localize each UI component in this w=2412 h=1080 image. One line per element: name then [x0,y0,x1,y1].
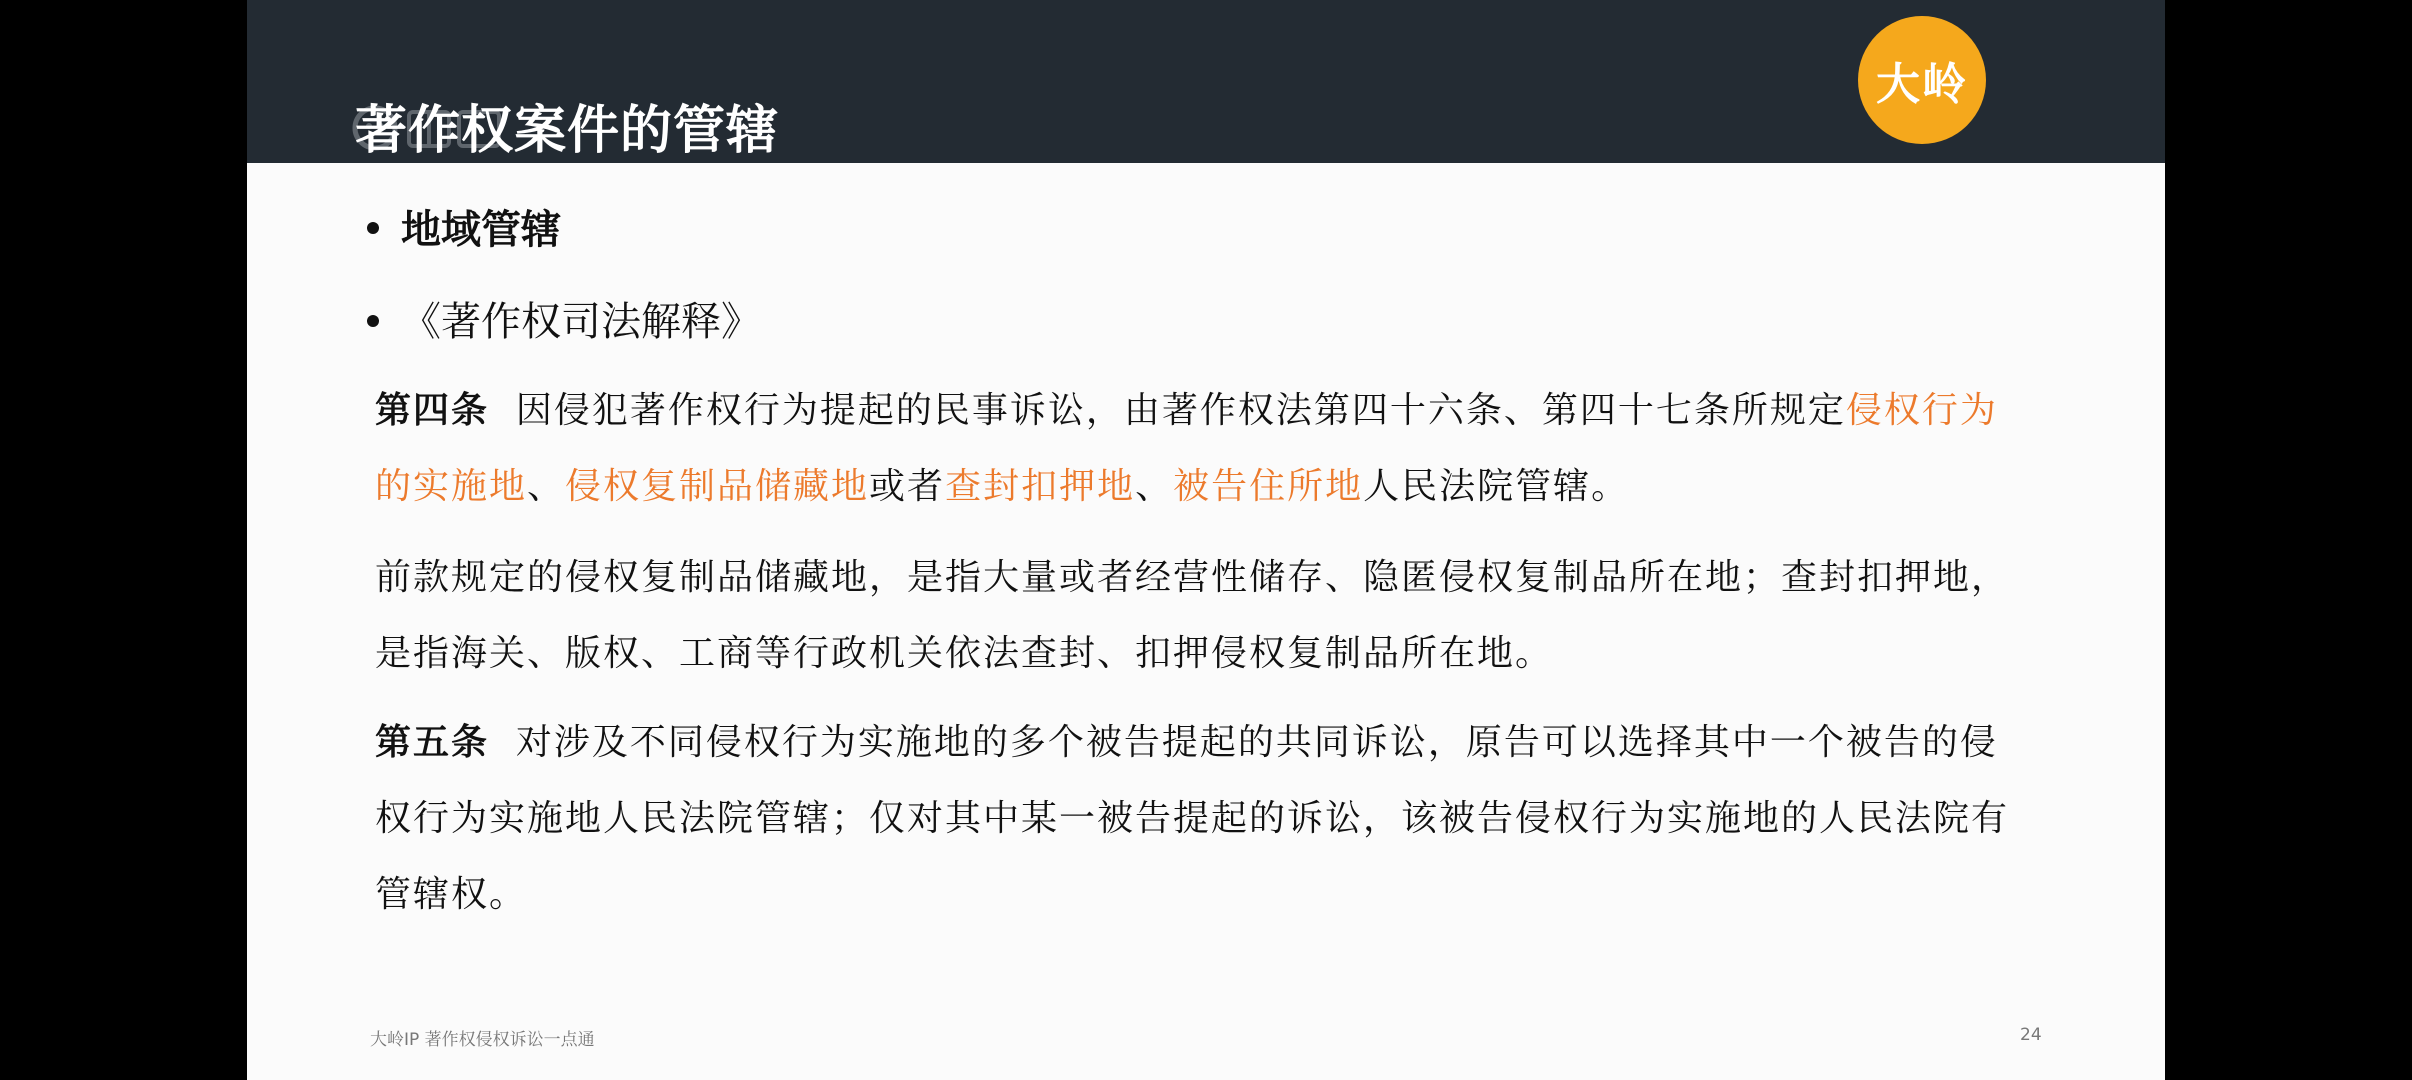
article-5-text: 对涉及不同侵权行为实施地的多个被告提起的共同诉讼，原告可以选择其中一个被告的侵权行为实施地人民法院管辖；仅对其中某一被告提起的诉讼，该被告侵权行为实施地的人民法院有管辖权。 [375,722,2010,915]
paragraph-2: 前款规定的侵权复制品储藏地，是指大量或者经营性储存、隐匿侵权复制品所在地；查封扣押地，是指海关、版权、工商等行政机关依法查封、扣押侵权复制品所在地。 [375,557,2010,674]
brand-logo [1858,16,1986,144]
bullet-text: 《著作权司法解释》 [401,299,761,345]
slide-footer: 大岭IP 著作权侵权诉讼一点通 [370,1030,595,1050]
article-4-sep-1: 、 [527,466,566,507]
article-4-text-a: 因侵犯著作权行为提起的民事诉讼，由著作权法第四十六条、第四十七条所规定 [515,390,1846,431]
bullet-dot-icon [367,315,379,327]
brand-logo-text: 大岭 [1876,59,1968,110]
highlight-infringement-place: 侵权行为的实施地 [375,390,1998,507]
bullet-text: 地域管辖 [401,207,561,253]
slide-header [247,0,2165,163]
page-number: 24 [2020,1025,2042,1045]
article-5-label: 第五条 [375,721,490,763]
article-4-label: 第四条 [375,389,490,431]
bullet-territorial-jurisdiction [367,198,561,255]
bullet-dot-icon [367,222,379,234]
article-4-text-b: 人民法院管辖。 [1363,466,1630,507]
slide-title: 著作权案件的管辖 [355,101,780,161]
article-5-paragraph [375,704,2035,933]
highlight-defendant-domicile: 被告住所地 [1173,466,1364,507]
slide [247,0,2165,1080]
highlight-seizure-place: 查封扣押地 [945,466,1136,507]
article-4-sep-3: 、 [1135,466,1174,507]
bullet-judicial-interpretation [367,290,761,347]
article-4-sep-2: 或者 [869,466,946,507]
article-4-paragraph [375,372,2035,525]
highlight-storage-place: 侵权复制品储藏地 [565,466,870,507]
